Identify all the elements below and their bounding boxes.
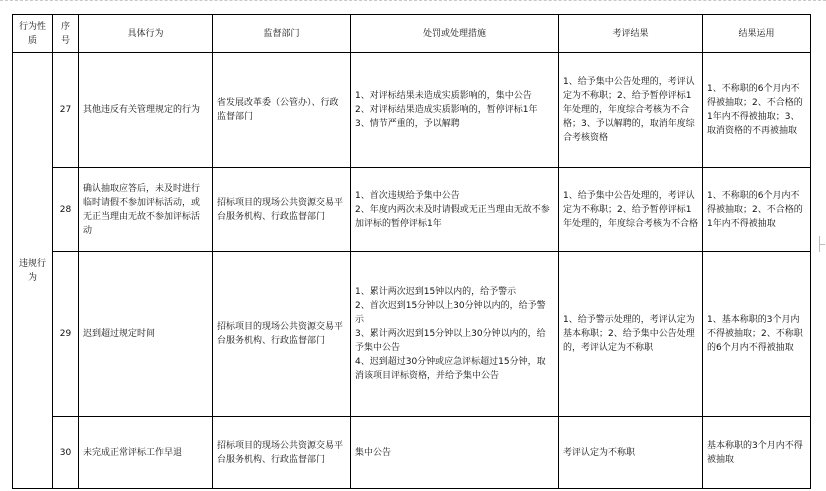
header-seq: 序号 [53, 15, 79, 53]
row-penalty: 1、首次违规给予集中公告 2、年度内两次未及时请假或无正当理由无故不参加评标的暂停评标1年 [351, 168, 559, 252]
header-result: 考评结果 [559, 15, 703, 53]
row-usage: 1、基本称职的3个月内不得被抽取；2、不称职的6个月内不得被抽取 [703, 252, 811, 417]
header-usage: 结果运用 [703, 15, 811, 53]
row-result: 1、给予集中公告处理的，考评认定为不称职；2、给予暂停评标1年处理的，年度综合考核为不合格；3、予以解聘的，取消年度综合考核资格 [559, 53, 703, 168]
row-seq: 27 [53, 53, 79, 168]
row-seq: 30 [53, 417, 79, 489]
row-penalty: 1、累计两次迟到15钟以内的，给予警示 2、首次迟到15分钟以上30分钟以内的，给予警示 3、累计两次迟到15分钟以上30分钟以内的，给予集中公告 4、迟到超过30分钟或应急评标超过15分钟，取消该项目评标资格，并给予集中公告 [351, 252, 559, 417]
row-result: 考评认定为不称职 [559, 417, 703, 489]
row-behavior: 迟到超过规定时间 [79, 252, 213, 417]
page-edge-tick [820, 244, 825, 245]
table-row [13, 168, 811, 252]
row-dept: 招标项目的现场公共资源交易平台服务机构、行政监督部门 [213, 168, 351, 252]
row-penalty: 1、对评标结果未造成实质影响的，集中公告 2、对评标结果造成实质影响的，暂停评标1年 3、情节严重的，予以解聘 [351, 53, 559, 168]
header-penalty: 处罚或处理措施 [351, 15, 559, 53]
row-result: 1、给予集中公告处理的，考评认定为不称职；2、给予暂停评标1年处理的，年度综合考核为不合格 [559, 168, 703, 252]
row-behavior: 未完成正常评标工作早退 [79, 417, 213, 489]
page-top-border [0, 0, 826, 4]
row-dept: 招标项目的现场公共资源交易平台服务机构、行政监督部门 [213, 252, 351, 417]
row-usage: 1、不称职的6个月内不得被抽取；2、不合格的1年内不得被抽取；3、取消资格的不再被抽取 [703, 53, 811, 168]
row-penalty: 集中公告 [351, 417, 559, 489]
table-row [13, 53, 811, 168]
table-row [13, 417, 811, 489]
header-nature: 行为性质 [13, 15, 53, 53]
row-behavior: 其他违反有关管理规定的行为 [79, 53, 213, 168]
header-behavior: 具体行为 [79, 15, 213, 53]
row-dept: 省发展改革委（公管办）、行政监督部门 [213, 53, 351, 168]
header-dept: 监督部门 [213, 15, 351, 53]
header-row [13, 15, 811, 53]
row-behavior: 确认抽取应答后，未及时进行临时请假不参加评标活动，或无正当理由无故不参加评标活动 [79, 168, 213, 252]
group-label-cell: 违规行为 [13, 53, 53, 489]
row-result: 1、给予警示处理的，考评认定为基本称职；2、给予集中公告处理的，考评认定为不称职 [559, 252, 703, 417]
row-usage: 1、不称职的6个月内不得被抽取；2、不合格的1年内不得被抽取 [703, 168, 811, 252]
row-seq: 28 [53, 168, 79, 252]
row-dept: 招标项目的现场公共资源交易平台服务机构、行政监督部门 [213, 417, 351, 489]
violation-table [12, 14, 811, 489]
row-usage: 基本称职的3个月内不得被抽取 [703, 417, 811, 489]
table-row [13, 252, 811, 417]
row-seq: 29 [53, 252, 79, 417]
